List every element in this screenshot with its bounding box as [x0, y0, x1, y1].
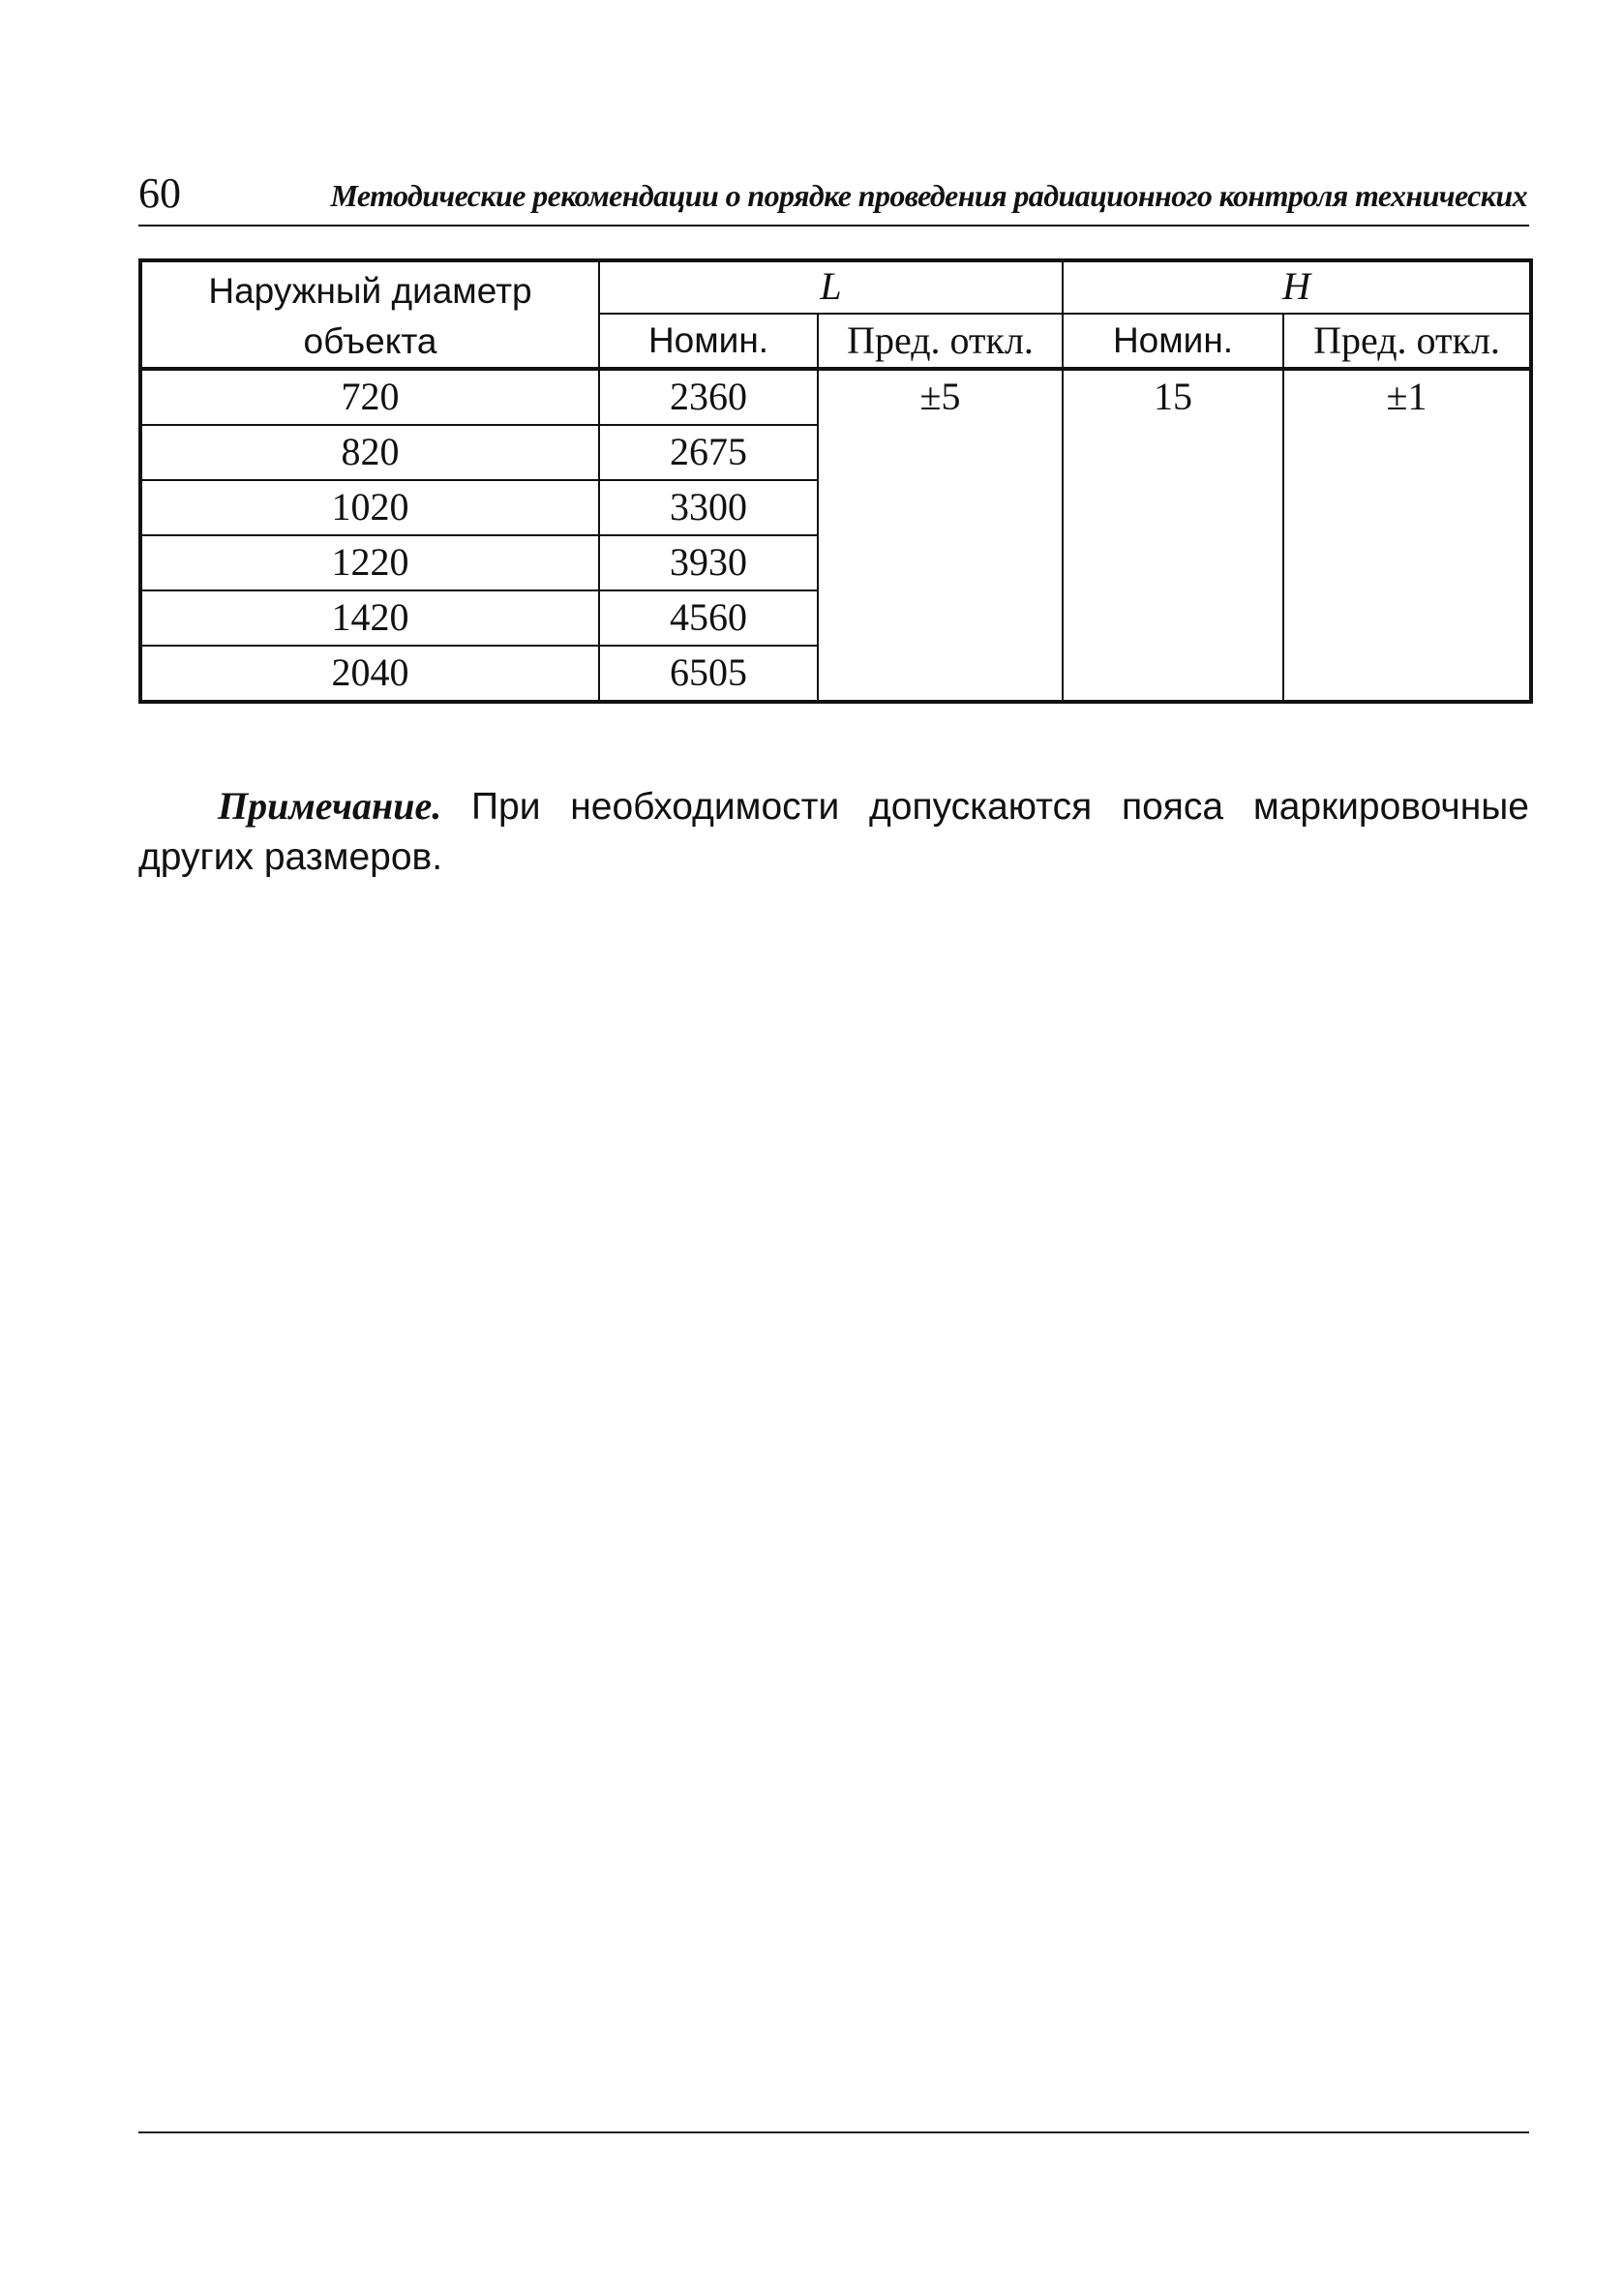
cell-l-deviation: ±5: [818, 369, 1063, 702]
cell-l-nominal: 4560: [599, 590, 818, 646]
note-label: Примечание.: [218, 784, 442, 828]
cell-l-nominal: 2675: [599, 425, 818, 480]
footer-rule: [138, 2131, 1529, 2133]
page-number: 60: [138, 169, 181, 217]
cell-l-nominal: 6505: [599, 646, 818, 702]
cell-l-nominal: 3300: [599, 480, 818, 535]
table-row: [140, 369, 1531, 425]
running-title: Методические рекомендации о порядке проведения радиационного контроля технических: [330, 178, 1527, 213]
header-h-nominal: Номин.: [1063, 314, 1283, 369]
header-group-l: L: [599, 260, 1063, 314]
header-l-nominal: Номин.: [599, 314, 818, 369]
dimensions-table: [138, 258, 1533, 704]
cell-diameter: 1420: [140, 590, 599, 646]
table-note: [138, 781, 1529, 883]
header-l-deviation: Пред. откл.: [818, 314, 1063, 369]
cell-diameter: 820: [140, 425, 599, 480]
header-outer-diameter: Наружный диаметр объекта: [140, 260, 599, 369]
page-header: [138, 165, 1529, 227]
cell-diameter: 1220: [140, 535, 599, 590]
cell-h-nominal: 15: [1063, 369, 1283, 702]
note-text: При необходимости допускаются пояса маркировочные других размеров.: [138, 786, 1529, 878]
cell-diameter: 1020: [140, 480, 599, 535]
cell-h-deviation: ±1: [1283, 369, 1531, 702]
cell-l-nominal: 2360: [599, 369, 818, 425]
cell-diameter: 2040: [140, 646, 599, 702]
header-h-deviation: Пред. откл.: [1283, 314, 1531, 369]
header-group-h: H: [1063, 260, 1531, 314]
cell-l-nominal: 3930: [599, 535, 818, 590]
cell-diameter: 720: [140, 369, 599, 425]
